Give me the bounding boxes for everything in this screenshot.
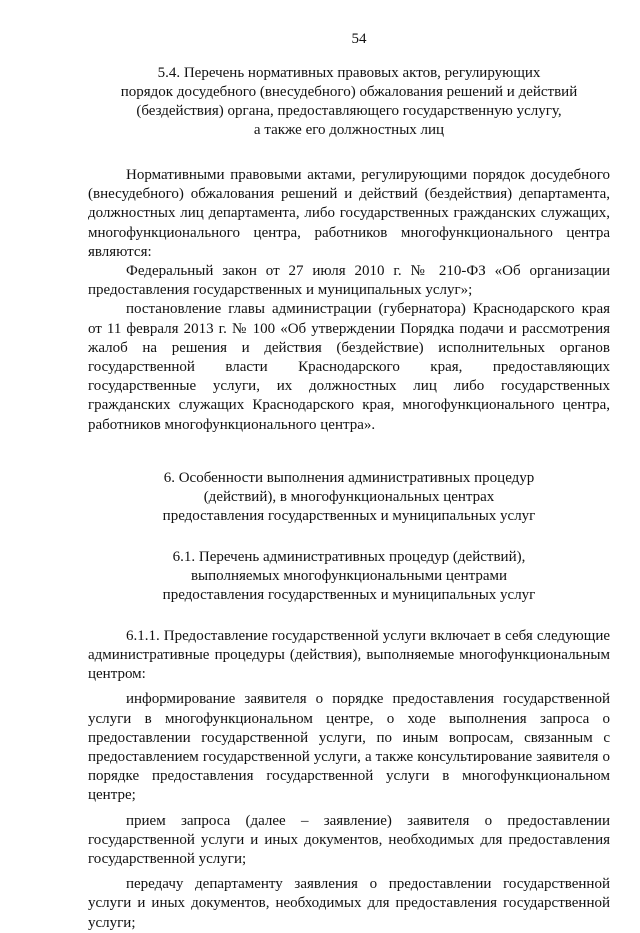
heading-line: 5.4. Перечень нормативных правовых актов, регулирующих [157,65,541,81]
section-6-heading [88,469,610,526]
section-5-4-heading [88,64,610,140]
paragraph: Федеральный закон от 27 июля 2010 г. № 210-ФЗ «Об организации предоставления государственных и муниципальных услуг»; [88,263,610,299]
page-number: 54 [351,31,367,47]
paragraph: прием запроса (далее – заявление) заявителя о предоставлении государственной услуги и иных документов, необходимых для предоставления государственной услуги; [88,812,610,868]
paragraph: 6.1.1. Предоставление государственной услуги включает в себя следующие административные процедуры (действия), выполняемые многофункциональным центром: [88,627,610,683]
heading-line: а также его должностных лиц [253,122,445,138]
paragraph: постановление главы администрации (губернатора) Краснодарского края от 11 февраля 2013 г. № 100 «Об утверждении Порядка подачи и рассмотрения жалоб на решения и действия (бездействие) исполнительных органов государственной власти Краснодарского края, предоставляющих государственные услуги, их должностных лиц либо государственных гражданских служащих Краснодарского края, многофункционального центра, работников многофункционального центра». [88,301,610,433]
heading-line: 6.1. Перечень административных процедур (действий), [172,548,526,565]
section-6-1-heading [88,548,610,605]
heading-line: (бездействия) органа, предоставляющего государственную услугу, [136,103,562,119]
heading-line: выполняемых многофункциональными центрами [190,567,508,584]
paragraph: информирование заявителя о порядке предоставления государственной услуги в многофункциональном центре, о ходе выполнения запроса о предоставлении государственной услуги, по иным вопросам, связанным с предоставлением государственной услуги, а также консультирование заявителя о порядке предоставления государственной услуги в многофункциональном центре; [88,691,610,804]
heading-line: 6. Особенности выполнения административных процедур [163,469,535,486]
heading-line: предоставления государственных и муниципальных услуг [162,507,536,524]
heading-line: (действий), в многофункциональных центрах [203,488,495,505]
heading-line: порядок досудебного (внесудебного) обжалования решений и действий [120,84,578,100]
paragraph: Нормативными правовыми актами, регулирующими порядок досудебного (внесудебного) обжалования решений и действий (бездействия) департамента, должностных лиц департамента, либо государственных гражданских служащих, многофункционального центра, работников многофункционального центра являются: [88,167,610,260]
heading-line: предоставления государственных и муниципальных услуг [162,586,536,603]
paragraph: передачу департаменту заявления о предоставлении государственной услуги и иных документов, необходимых для предоставления государственной услуги; [88,876,610,931]
